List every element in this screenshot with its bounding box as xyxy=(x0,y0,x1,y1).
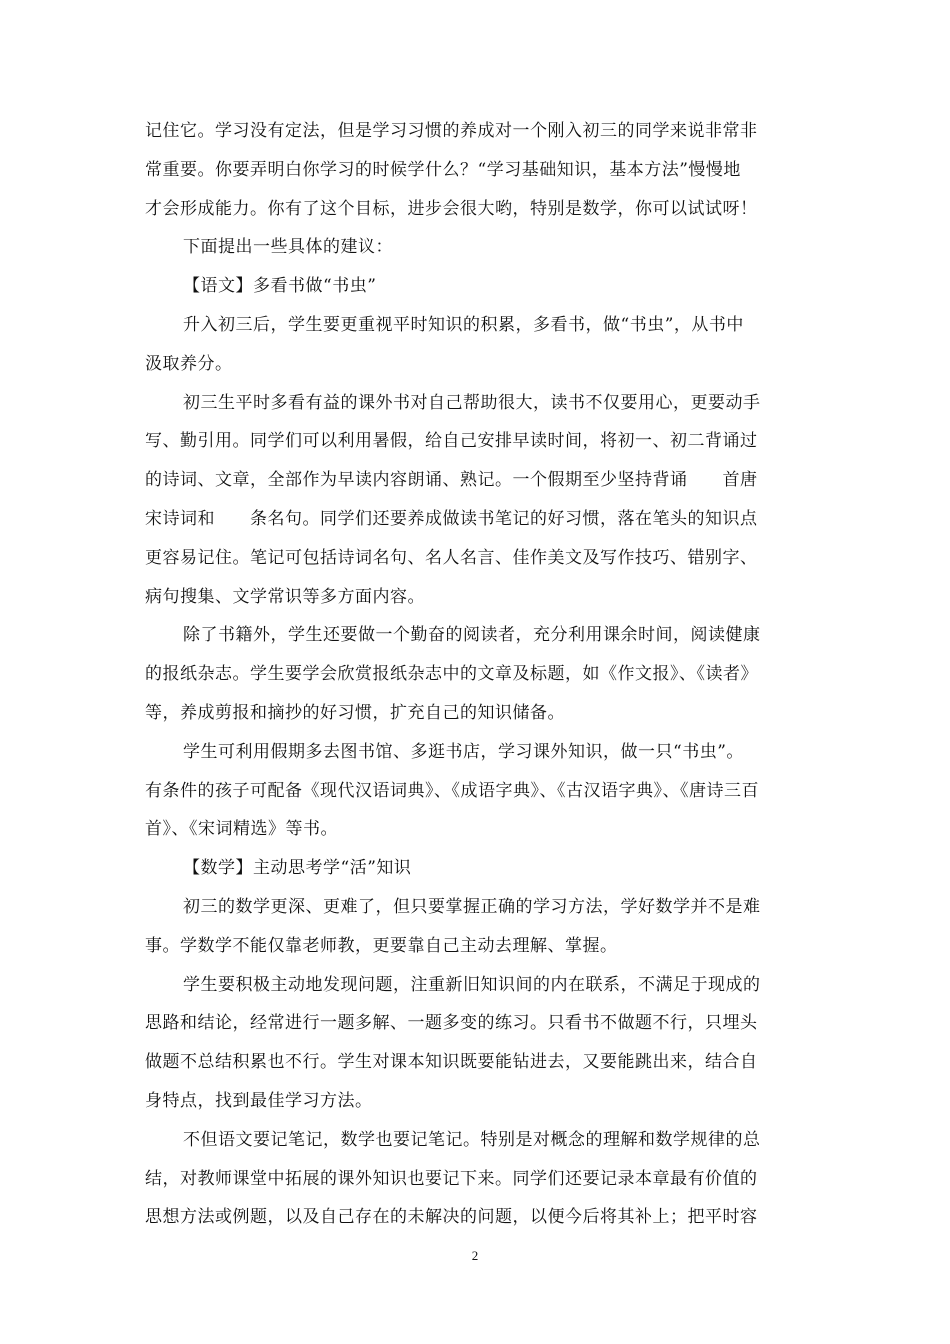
text-line: 写、勤引用。同学们可以利用暑假，给自己安排早读时间，将初一、初二背诵过 xyxy=(145,431,758,452)
text-line: 首》、《宋词精选》等书。 xyxy=(145,819,338,840)
text-line: 宋诗词和 条名句。同学们还要养成做读书笔记的好习惯，落在笔头的知识点 xyxy=(145,508,758,529)
text-line: 下面提出一些具体的建议： xyxy=(183,237,393,258)
document-body xyxy=(145,112,807,1237)
text-line: 结，对教师课堂中拓展的课外知识也要记下来。同学们还要记录本章最有价值的 xyxy=(145,1168,758,1189)
text-line: 【语文】多看书做“书虫” xyxy=(183,276,377,297)
text-line: 才会形成能力。你有了这个目标，进步会很大哟，特别是数学，你可以试试呀！ xyxy=(145,198,758,219)
text-line: 思想方法或例题，以及自己存在的未解决的问题，以便今后将其补上；把平时容 xyxy=(145,1207,758,1228)
text-line: 不但语文要记笔记，数学也要记笔记。特别是对概念的理解和数学规律的总 xyxy=(183,1129,761,1150)
text-line: 【数学】主动思考学“活”知识 xyxy=(183,858,412,879)
text-line: 初三的数学更深、更难了，但只要掌握正确的学习方法，学好数学并不是难 xyxy=(183,896,761,917)
text-line: 升入初三后，学生要更重视平时知识的积累，多看书，做“书虫”，从书中 xyxy=(183,314,744,335)
text-line: 学生要积极主动地发现问题，注重新旧知识间的内在联系，不满足于现成的 xyxy=(183,974,761,995)
text-line: 记住它。学习没有定法，但是学习习惯的养成对一个刚入初三的同学来说非常非 xyxy=(145,121,758,141)
text-line: 病句搜集、文学常识等多方面内容。 xyxy=(145,586,425,607)
text-line: 做题不总结积累也不行。学生对课本知识既要能钻进去，又要能跳出来，结合自 xyxy=(145,1052,758,1073)
text-line: 更容易记住。笔记可包括诗词名句、名人名言、佳作美文及写作技巧、错别字、 xyxy=(145,547,758,568)
text-line: 除了书籍外，学生还要做一个勤奋的阅读者，充分利用课余时间，阅读健康 xyxy=(183,625,761,646)
text-line: 等，养成剪报和摘抄的好习惯，扩充自己的知识储备。 xyxy=(145,702,565,723)
text-line: 初三生平时多看有益的课外书对自己帮助很大，读书不仅要用心，更要动手 xyxy=(183,392,761,413)
text-line: 常重要。你要弄明白你学习的时候学什么？“学习基础知识，基本方法”慢慢地 xyxy=(145,159,741,180)
text-line: 学生可利用假期多去图书馆、多逛书店，学习课外知识，做一只“书虫”。 xyxy=(183,741,744,762)
text-line: 汲取养分。 xyxy=(145,353,233,374)
text-line: 的报纸杂志。学生要学会欣赏报纸杂志中的文章及标题，如《作文报》、《读者》 xyxy=(145,664,758,685)
page-number: 2 xyxy=(471,1248,479,1263)
text-line: 的诗词、文章，全部作为早读内容朗诵、熟记。一个假期至少坚持背诵 首唐 xyxy=(145,470,758,491)
text-line: 思路和结论，经常进行一题多解、一题多变的练习。只看书不做题不行，只埋头 xyxy=(145,1013,758,1034)
text-line: 身特点，找到最佳学习方法。 xyxy=(145,1090,373,1111)
text-line: 事。学数学不能仅靠老师教，更要靠自己主动去理解、掌握。 xyxy=(145,935,618,956)
text-line: 有条件的孩子可配备《现代汉语词典》、《成语字典》、《古汉语字典》、《唐诗三百 xyxy=(145,780,759,801)
